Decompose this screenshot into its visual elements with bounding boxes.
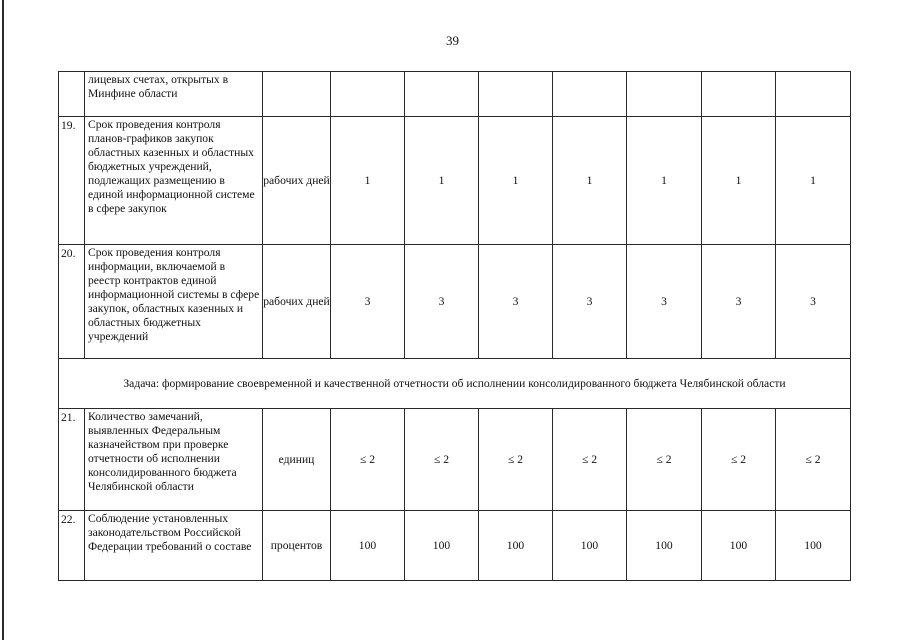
- row-number: 21.: [59, 409, 85, 511]
- unit-cell: единиц: [263, 409, 331, 511]
- table-row: [59, 72, 851, 117]
- value-cell: 1: [331, 117, 405, 245]
- value-cell: [479, 72, 553, 117]
- task-row: [59, 359, 851, 409]
- value-cell: 100: [405, 511, 479, 581]
- value-cell: 3: [702, 245, 776, 359]
- row-number: 22.: [59, 511, 85, 581]
- value-cell: 3: [627, 245, 702, 359]
- value-cell: ≤ 2: [702, 409, 776, 511]
- value-cell: ≤ 2: [331, 409, 405, 511]
- row-number: 20.: [59, 245, 85, 359]
- value-cell: 1: [405, 117, 479, 245]
- value-cell: 3: [405, 245, 479, 359]
- value-cell: 100: [331, 511, 405, 581]
- indicator-name: лицевых счетах, открытых в Минфине области: [85, 72, 263, 117]
- indicators-table: [58, 71, 851, 581]
- value-cell: 100: [776, 511, 851, 581]
- table-row: [59, 245, 851, 359]
- table-row: [59, 117, 851, 245]
- unit-cell: процентов: [263, 511, 331, 581]
- value-cell: 3: [331, 245, 405, 359]
- value-cell: ≤ 2: [627, 409, 702, 511]
- value-cell: 1: [776, 117, 851, 245]
- unit-cell: рабочих дней: [263, 117, 331, 245]
- value-cell: ≤ 2: [479, 409, 553, 511]
- table-row: [59, 409, 851, 511]
- page-number: 39: [446, 33, 459, 48]
- value-cell: [627, 72, 702, 117]
- value-cell: ≤ 2: [553, 409, 627, 511]
- value-cell: 100: [553, 511, 627, 581]
- value-cell: [553, 72, 627, 117]
- value-cell: 1: [702, 117, 776, 245]
- value-cell: 100: [627, 511, 702, 581]
- value-cell: 100: [702, 511, 776, 581]
- table-body: [59, 72, 851, 581]
- value-cell: [702, 72, 776, 117]
- value-cell: ≤ 2: [405, 409, 479, 511]
- page-left-edge: [2, 0, 4, 640]
- value-cell: 3: [553, 245, 627, 359]
- unit-cell: рабочих дней: [263, 245, 331, 359]
- unit-cell: [263, 72, 331, 117]
- indicator-name: Срок проведения контроля планов-графиков закупок областных казенных и областных бюджетных учреждений, подлежащих размещению в единой информационной системе в сфере закупок: [85, 117, 263, 245]
- indicator-name: Срок проведения контроля информации, включаемой в реестр контрактов единой информационной системы в сфере закупок, областных казенных и областных бюджетных учреждений: [85, 245, 263, 359]
- value-cell: 1: [479, 117, 553, 245]
- table-row: [59, 511, 851, 581]
- indicator-name: Соблюдение установленных законодательством Российской Федерации требований о составе: [85, 511, 263, 581]
- row-number: 19.: [59, 117, 85, 245]
- value-cell: [405, 72, 479, 117]
- indicator-name: Количество замечаний, выявленных Федеральным казначейством при проверке отчетности об исполнении консолидированного бюджета Челябинской области: [85, 409, 263, 511]
- value-cell: 3: [776, 245, 851, 359]
- value-cell: 3: [479, 245, 553, 359]
- value-cell: ≤ 2: [776, 409, 851, 511]
- value-cell: 1: [627, 117, 702, 245]
- row-number: [59, 72, 85, 117]
- value-cell: [331, 72, 405, 117]
- value-cell: 100: [479, 511, 553, 581]
- task-cell: Задача: формирование своевременной и качественной отчетности об исполнении консолидированного бюджета Челябинской области: [59, 359, 851, 409]
- value-cell: [776, 72, 851, 117]
- value-cell: 1: [553, 117, 627, 245]
